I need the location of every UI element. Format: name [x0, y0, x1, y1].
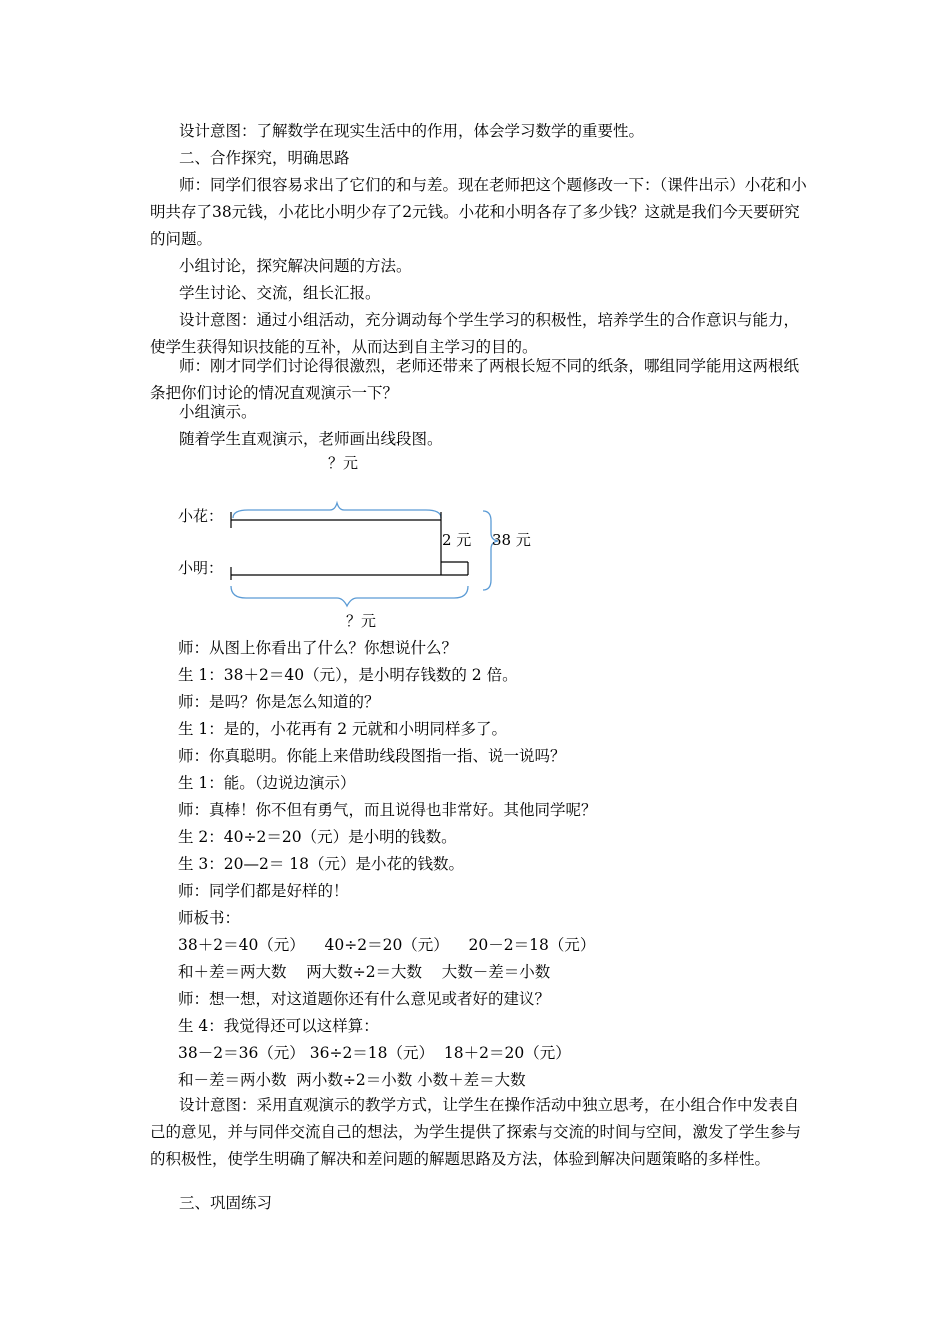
board-equations: 38＋2＝40（元） 40÷2＝20（元） 20－2＝18（元）	[178, 936, 596, 954]
section-3-heading: 三、巩固练习	[179, 1194, 273, 1212]
top-brace	[233, 503, 441, 518]
teacher-problem-paragraph: 师：同学们很容易求出了它们的和与差。现在老师把这个题修改一下：（课件出示）小花和小明共存了38元钱，小花比小明少存了2元钱。小花和小明各存了多少钱？这就是我们今天要研究的问题。	[150, 176, 807, 248]
dialogue-line: 生 1：38＋2＝40（元），是小明存钱数的 2 倍。	[178, 666, 518, 684]
design-intent-3: 设计意图：采用直观演示的教学方式，让学生在操作活动中独立思考，在小组合作中发表自己的意见，并与同伴交流自己的想法，为学生提供了探索与交流的时间与空间，激发了学生参与的积极性，使学生明确了解决和差问题的解题思路及方法，体验到解决问题策略的多样性。	[150, 1096, 802, 1168]
teacher-paper-strips-paragraph: 师：刚才同学们讨论得很激烈，老师还带来了两根长短不同的纸条，哪组同学能用这两根纸条把你们讨论的情况直观演示一下？	[150, 357, 800, 402]
dialogue-line: 师：从图上你看出了什么？你想说什么？	[178, 639, 458, 657]
dialogue-line: 师：真棒！你不但有勇气，而且说得也非常好。其他同学呢？	[178, 801, 597, 819]
alt-equations: 38－2＝36（元） 36÷2＝18（元） 18＋2＝20（元）	[178, 1044, 571, 1062]
dialogue-line: 师：同学们都是好样的！	[178, 882, 349, 900]
design-intent-1: 设计意图：了解数学在现实生活中的作用，体会学习数学的重要性。	[179, 122, 645, 140]
dialogue-line: 生 1：是的，小花再有 2 元就和小明同样多了。	[178, 720, 508, 738]
dialogue-line: 生 2：40÷2＝20（元）是小明的钱数。	[178, 828, 457, 846]
alt-rules: 和－差＝两小数 两小数÷2＝小数 小数＋差＝大数	[178, 1071, 526, 1089]
dialogue-line: 师：是吗？你是怎么知道的？	[178, 693, 380, 711]
group-demo-line: 小组演示。	[179, 403, 257, 421]
total-brace	[483, 511, 498, 590]
board-heading: 师板书：	[178, 909, 241, 927]
difference-label: 2 元	[442, 531, 472, 549]
draw-diagram-line: 随着学生直观演示，老师画出线段图。	[179, 430, 443, 448]
xiaoming-label: 小明：	[178, 559, 224, 577]
top-question-label: ？元	[328, 454, 359, 472]
student-discussion-line: 学生讨论、交流，组长汇报。	[179, 284, 381, 302]
design-intent-2: 设计意图：通过小组活动，充分调动每个学生学习的积极性，培养学生的合作意识与能力，使学生获得知识技能的互补，从而达到自主学习的目的。	[150, 311, 800, 356]
bottom-brace	[231, 586, 468, 606]
bottom-question-label: ？元	[346, 612, 377, 630]
dialogue-line: 师：想一想，对这道题你还有什么意见或者好的建议？	[178, 990, 551, 1008]
total-label: 38 元	[492, 531, 531, 549]
dialogue-line: 生 4：我觉得还可以这样算：	[178, 1017, 379, 1035]
xiaohua-label: 小花：	[178, 507, 224, 525]
board-rules: 和＋差＝两大数 两大数÷2＝大数 大数－差＝小数	[178, 963, 551, 981]
group-discussion-line: 小组讨论，探究解决问题的方法。	[179, 257, 412, 275]
section-2-heading: 二、合作探究，明确思路	[179, 149, 350, 167]
dialogue-line: 生 3：20—2＝ 18（元）是小花的钱数。	[178, 855, 465, 873]
dialogue-line: 师：你真聪明。你能上来借助线段图指一指、说一说吗？	[178, 747, 566, 765]
dialogue-line: 生 1：能。（边说边演示）	[178, 774, 356, 792]
